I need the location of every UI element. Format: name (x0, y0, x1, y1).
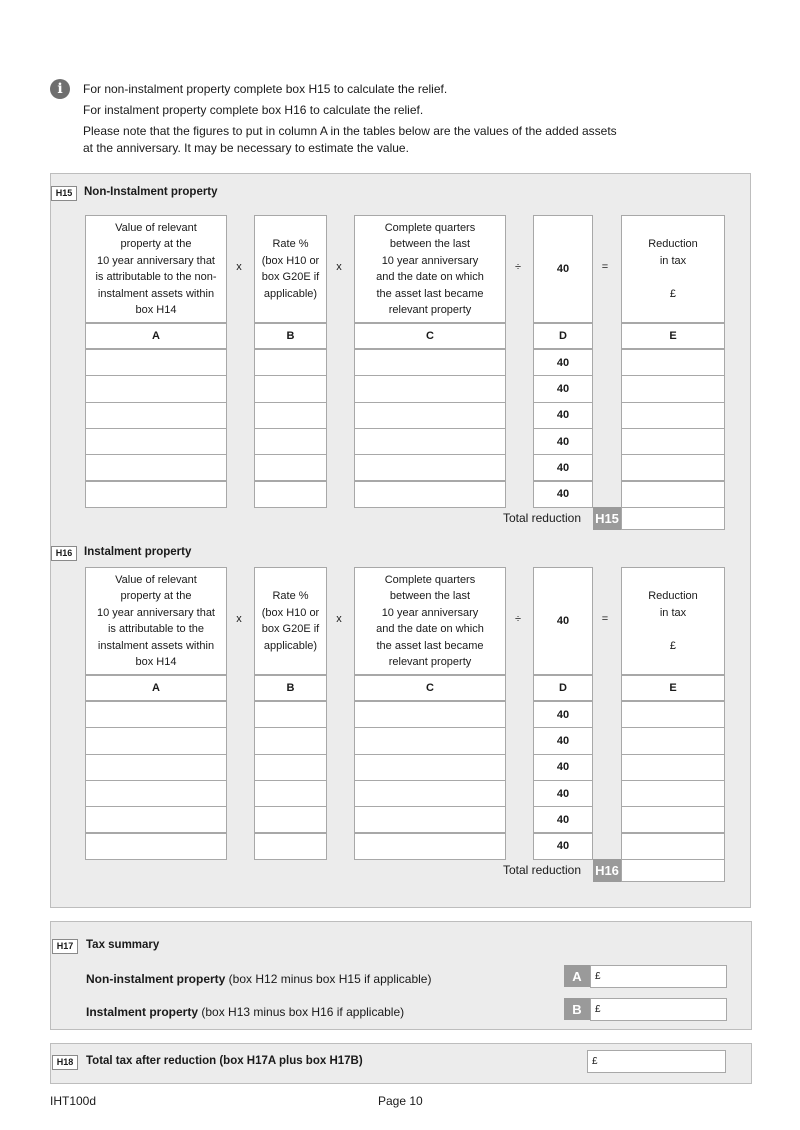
col-e-header (621, 567, 725, 675)
input-cell-a[interactable] (85, 701, 227, 728)
col-a-header-line: instalment assets within (97, 639, 215, 652)
input-cell-e[interactable] (621, 727, 725, 754)
currency-symbol: £ (595, 971, 601, 982)
col-e-header-line: £ (669, 639, 677, 652)
input-cell-c[interactable] (354, 780, 506, 807)
input-cell-e[interactable] (621, 833, 725, 860)
input-cell-b[interactable] (254, 349, 327, 376)
input-cell-c[interactable] (354, 454, 506, 481)
operator-symbol: = (601, 261, 609, 273)
input-cell-b[interactable] (254, 727, 327, 754)
input-cell-b[interactable] (254, 428, 327, 455)
h17-row-a-bold: Non-instalment property (86, 972, 226, 986)
col-c-header-line: relevant property (388, 656, 472, 668)
input-cell-e[interactable] (621, 349, 725, 376)
h17-row-b-rest: (box H13 minus box H16 if applicable) (198, 1005, 405, 1019)
col-e-header-line (648, 269, 698, 286)
divisor-cell: 40 (533, 754, 593, 781)
input-cell-a[interactable] (85, 481, 227, 508)
intro-line-4: at the anniversary. It may be necessary to estimate the value. (83, 141, 409, 155)
input-cell-e[interactable] (621, 754, 725, 781)
col-c-header-line: and the date on which (376, 271, 484, 283)
h17-row-b-label (86, 1005, 404, 1019)
input-cell-a[interactable] (85, 833, 227, 860)
input-cell-a[interactable] (85, 780, 227, 807)
input-cell-c[interactable] (354, 806, 506, 833)
col-a-header-line: is attributable to the non- (95, 271, 217, 283)
divisor-cell: 40 (533, 780, 593, 807)
h18-total-field[interactable] (587, 1050, 726, 1073)
col-b-header-line: Rate % (272, 590, 309, 602)
input-cell-c[interactable] (354, 375, 506, 402)
col-b-header (254, 567, 327, 675)
h17-box-code-a: A (564, 965, 590, 987)
input-cell-c[interactable] (354, 402, 506, 429)
input-cell-a[interactable] (85, 454, 227, 481)
h17-row-b-bold: Instalment property (86, 1005, 199, 1019)
divisor-cell: 40 (533, 806, 593, 833)
input-cell-a[interactable] (85, 349, 227, 376)
col-c-header-line: Complete quarters (384, 573, 476, 586)
input-cell-a[interactable] (85, 428, 227, 455)
box-code-badge-h17: H17 (52, 939, 78, 954)
input-cell-e[interactable] (621, 428, 725, 455)
col-a-header-line: property at the (120, 590, 192, 602)
col-e-header-line: £ (669, 287, 677, 300)
intro-line-1: For non-instalment property complete box H15 to calculate the relief. (83, 82, 448, 96)
col-a-header-line: 10 year anniversary that (96, 254, 215, 267)
input-cell-c[interactable] (354, 833, 506, 860)
col-a-header-line: Value of relevant (115, 573, 197, 586)
intro-line-3: Please note that the figures to put in column A in the tables below are the values of the added assets (83, 124, 617, 138)
col-e-header-line: Reduction (648, 590, 698, 602)
total-reduction-label: Total reduction (502, 510, 581, 525)
column-letter-c: C (354, 675, 506, 701)
column-letter-b: B (254, 675, 327, 701)
column-letter-e: E (621, 323, 725, 349)
operator-symbol: x (236, 613, 242, 625)
col-c-header-line: and the date on which (376, 623, 484, 635)
input-cell-c[interactable] (354, 428, 506, 455)
section-title-h15: Non-Instalment property (84, 186, 218, 198)
col-c-header-line: 10 year anniversary (381, 606, 479, 619)
h17-row-a-label (86, 972, 431, 986)
divisor-cell: 40 (533, 375, 593, 402)
col-c-header-line: between the last (389, 590, 471, 602)
divisor-cell: 40 (533, 727, 593, 754)
input-cell-b[interactable] (254, 402, 327, 429)
input-cell-e[interactable] (621, 402, 725, 429)
divisor-cell: 40 (533, 833, 593, 860)
divisor-cell: 40 (533, 454, 593, 481)
input-cell-e[interactable] (621, 454, 725, 481)
col-c-header-line: 10 year anniversary (381, 254, 479, 267)
col-e-header-line: Reduction (648, 238, 698, 250)
input-cell-e[interactable] (621, 481, 725, 508)
input-cell-c[interactable] (354, 349, 506, 376)
total-reduction-field[interactable] (621, 859, 725, 882)
currency-symbol: £ (592, 1056, 598, 1067)
input-cell-b[interactable] (254, 780, 327, 807)
currency-symbol: £ (595, 1004, 601, 1015)
input-cell-b[interactable] (254, 754, 327, 781)
col-b-header (254, 215, 327, 323)
divisor-cell: 40 (533, 349, 593, 376)
intro-line-2: For instalment property complete box H16 to calculate the relief. (83, 103, 424, 117)
input-cell-b[interactable] (254, 806, 327, 833)
col-e-header-line (648, 621, 698, 638)
input-cell-e[interactable] (621, 701, 725, 728)
input-cell-c[interactable] (354, 727, 506, 754)
col-b-header-line: box G20E if (261, 623, 320, 635)
form-id: IHT100d (50, 1094, 97, 1108)
section-title-h17: Tax summary (86, 939, 160, 951)
total-reduction-field[interactable] (621, 507, 725, 530)
col-b-header-line: (box H10 or (261, 606, 320, 619)
input-cell-a[interactable] (85, 375, 227, 402)
column-letter-b: B (254, 323, 327, 349)
input-cell-a[interactable] (85, 402, 227, 429)
col-d-header: 40 (533, 215, 593, 323)
col-c-header-line: relevant property (388, 304, 472, 316)
input-cell-e[interactable] (621, 806, 725, 833)
col-a-header (85, 567, 227, 675)
box-code-badge-h18: H18 (52, 1055, 78, 1070)
info-icon: i (50, 79, 70, 99)
col-a-header-line: is attributable to the (107, 623, 204, 635)
col-a-header-line: Value of relevant (115, 221, 197, 234)
input-cell-c[interactable] (354, 481, 506, 508)
col-c-header-line: Complete quarters (384, 221, 476, 234)
col-b-header-line: box G20E if (261, 271, 320, 283)
input-cell-a[interactable] (85, 727, 227, 754)
input-cell-c[interactable] (354, 754, 506, 781)
page-number: Page 10 (378, 1094, 423, 1108)
total-box-code: H16 (593, 859, 621, 882)
h17-row-a-rest: (box H12 minus box H15 if applicable) (225, 972, 432, 986)
input-cell-c[interactable] (354, 701, 506, 728)
input-cell-b[interactable] (254, 833, 327, 860)
operator-symbol: = (601, 613, 609, 625)
input-cell-e[interactable] (621, 375, 725, 402)
divisor-cell: 40 (533, 481, 593, 508)
input-cell-a[interactable] (85, 754, 227, 781)
h17a-amount-field[interactable] (590, 965, 727, 988)
input-cell-e[interactable] (621, 780, 725, 807)
box-code-badge-h16: H16 (51, 546, 77, 561)
section-title-h18: Total tax after reduction (box H17A plus box H17B) (86, 1055, 363, 1067)
col-e-header (621, 215, 725, 323)
col-a-header-line: 10 year anniversary that (96, 606, 215, 619)
input-cell-b[interactable] (254, 454, 327, 481)
col-a-header-line: box H14 (135, 304, 177, 316)
col-c-header-line: the asset last became (376, 639, 484, 652)
col-c-header-line: the asset last became (376, 287, 484, 300)
col-a-header-line: box H14 (135, 656, 177, 668)
total-reduction-label: Total reduction (502, 862, 581, 877)
col-a-header-line: instalment assets within (97, 287, 215, 300)
col-c-header (354, 215, 506, 323)
section-title-h16: Instalment property (84, 546, 192, 558)
col-e-header-line: in tax (659, 606, 687, 619)
divisor-cell: 40 (533, 428, 593, 455)
operator-symbol: x (236, 261, 242, 273)
operator-symbol: ÷ (514, 613, 522, 625)
input-cell-b[interactable] (254, 481, 327, 508)
operator-symbol: x (336, 613, 342, 625)
total-box-code: H15 (593, 507, 621, 530)
column-letter-a: A (85, 323, 227, 349)
col-c-header-line: between the last (389, 238, 471, 250)
divisor-cell: 40 (533, 701, 593, 728)
col-b-header-line: applicable) (263, 639, 318, 652)
input-cell-b[interactable] (254, 375, 327, 402)
column-letter-a: A (85, 675, 227, 701)
operator-symbol: x (336, 261, 342, 273)
column-letter-c: C (354, 323, 506, 349)
input-cell-b[interactable] (254, 701, 327, 728)
box-code-badge-h15: H15 (51, 186, 77, 201)
col-a-header-line: property at the (120, 238, 192, 250)
col-c-header (354, 567, 506, 675)
col-a-header (85, 215, 227, 323)
input-cell-a[interactable] (85, 806, 227, 833)
h17b-amount-field[interactable] (590, 998, 727, 1021)
col-b-header-line: Rate % (272, 238, 309, 250)
column-letter-e: E (621, 675, 725, 701)
col-e-header-line: in tax (659, 254, 687, 267)
column-letter-d: D (533, 675, 593, 701)
col-b-header-line: applicable) (263, 287, 318, 300)
divisor-cell: 40 (533, 402, 593, 429)
operator-symbol: ÷ (514, 261, 522, 273)
col-d-header: 40 (533, 567, 593, 675)
column-letter-d: D (533, 323, 593, 349)
h17-box-code-b: B (564, 998, 590, 1020)
col-b-header-line: (box H10 or (261, 254, 320, 267)
